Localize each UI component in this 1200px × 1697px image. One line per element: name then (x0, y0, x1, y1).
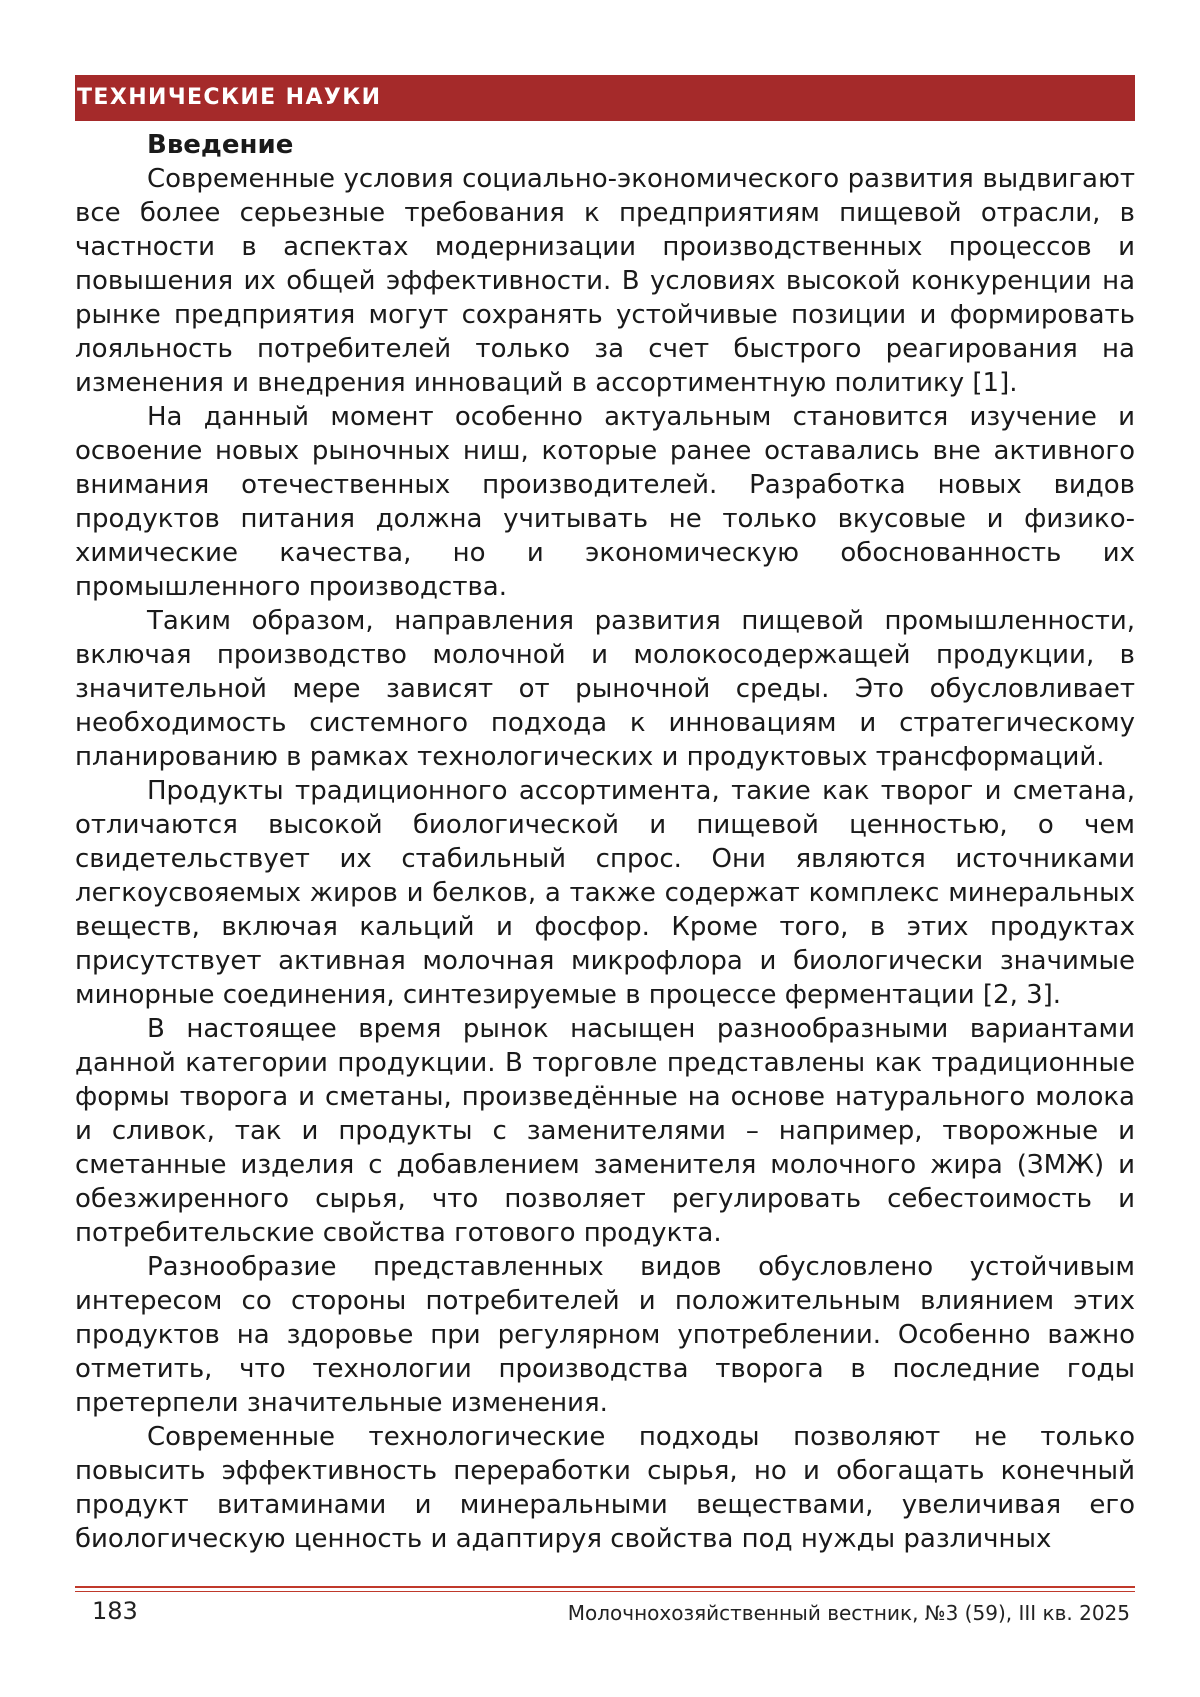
section-title: ТЕХНИЧЕСКИЕ НАУКИ (77, 85, 382, 110)
paragraph-1: Современные условия социально-экономического развития выдвигают все более серьезные требования к предприятиям пищевой отрасли, в частности в аспектах модернизации производственных процессов и повышения их общей эффективности. В условиях высокой конкуренции на рынке предприятия могут сохранять устойчивые позиции и формировать лояльность потребителей только за счет быстрого реагирования на изменения и внедрения инноваций в ассортиментную политику [1]. (75, 164, 1135, 398)
journal-info: Молочнохозяйственный вестник, №3 (59), III кв. 2025 (567, 1601, 1130, 1625)
paragraph-3: Таким образом, направления развития пищевой промышленности, включая производство молочной и молокосодержащей продукции, в значительной мере зависят от рыночной среды. Это обусловливает необходимость системного подхода к инновациям и стратегическому планированию в рамках технологических и продуктовых трансформаций. (75, 606, 1135, 772)
paragraph-5: В настоящее время рынок насыщен разнообразными вариантами данной категории продукции. В торговле представлены как традиционные формы творога и сметаны, произведённые на основе натурального молока и сливок, так и продукты с заменителями – например, творожные и сметанные изделия с добавлением заменителя молочного жира (ЗМЖ) и обезжиренного сырья, что позволяет регулировать себестоимость и потребительские свойства готового продукта. (75, 1014, 1135, 1248)
section-heading: Введение (147, 130, 294, 160)
paragraph-6: Разнообразие представленных видов обусловлено устойчивым интересом со стороны потребителей и положительным влиянием этих продуктов на здоровье при регулярном употреблении. Особенно важно отметить, что технологии производства творога в последние годы претерпели значительные изменения. (75, 1252, 1135, 1418)
paragraph-7: Современные технологические подходы позволяют не только повысить эффективность переработки сырья, но и обогащать конечный продукт витаминами и минеральными веществами, увеличивая его биологическую ценность и адаптируя свойства под нужды различных (75, 1422, 1135, 1554)
footer-rule-thin (75, 1591, 1135, 1592)
page-number: 183 (92, 1597, 138, 1625)
footer-rule (75, 1586, 1135, 1588)
article-body (75, 128, 1135, 1556)
paragraph-2: На данный момент особенно актуальным становится изучение и освоение новых рыночных ниш, которые ранее оставались вне активного внимания отечественных производителей. Разработка новых видов продуктов питания должна учитывать не только вкусовые и физико-химические качества, но и экономическую обоснованность их промышленного производства. (75, 402, 1135, 602)
paragraph-4: Продукты традиционного ассортимента, такие как творог и сметана, отличаются высокой биологической и пищевой ценностью, о чем свидетельствует их стабильный спрос. Они являются источниками легкоусвояемых жиров и белков, а также содержат комплекс минеральных веществ, включая кальций и фосфор. Кроме того, в этих продуктах присутствует активная молочная микрофлора и биологически значимые минорные соединения, синтезируемые в процессе ферментации [2, 3]. (75, 776, 1135, 1010)
